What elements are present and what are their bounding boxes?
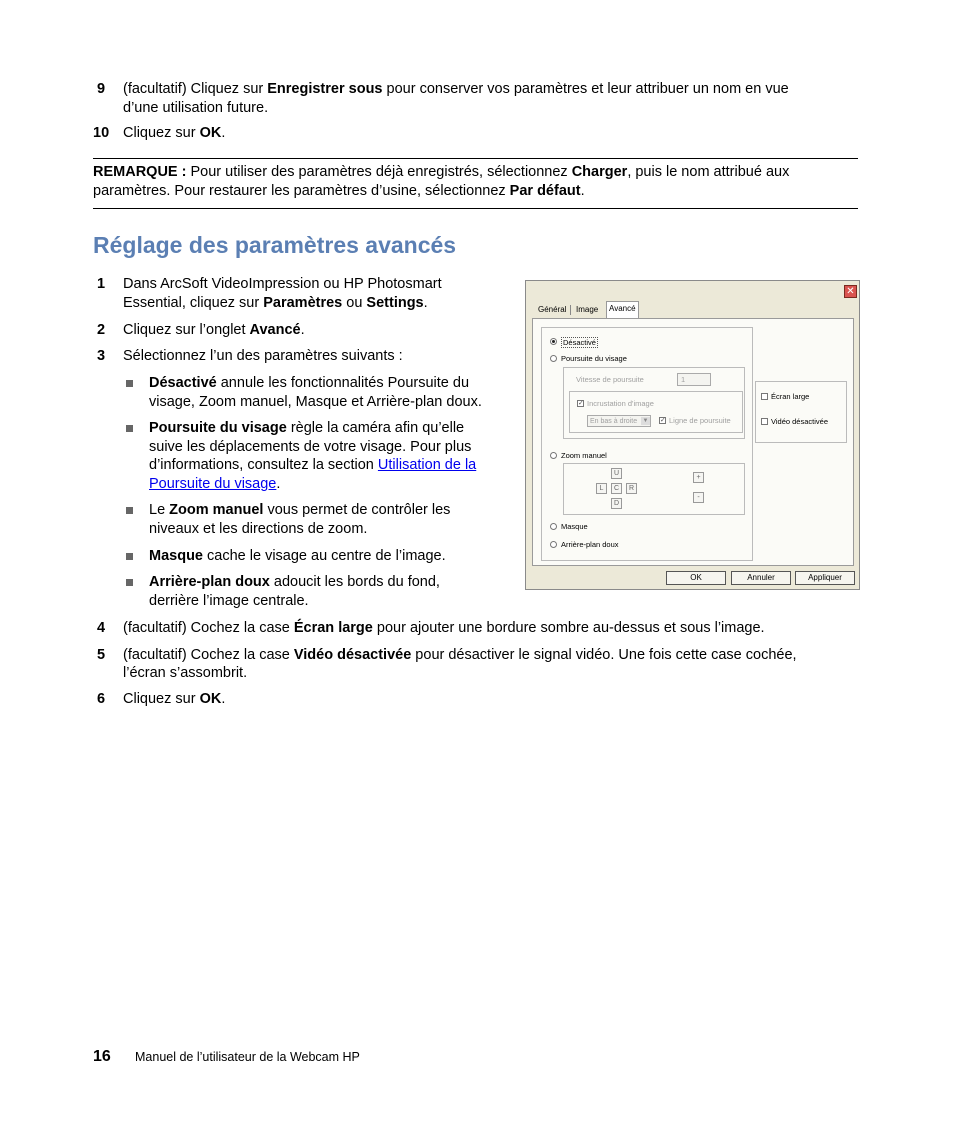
- bullet-soft-text-cont: derrière l’image centrale.: [149, 593, 309, 609]
- speed-spinner[interactable]: [677, 373, 711, 386]
- step-number: 1: [97, 276, 106, 292]
- radio-disabled-label: Désactivé: [563, 338, 596, 347]
- radio-zoom[interactable]: [550, 452, 557, 459]
- tab-image[interactable]: Image: [576, 305, 599, 314]
- zoom-out-button[interactable]: -: [693, 492, 704, 503]
- radio-zoom-label: Zoom manuel: [561, 451, 607, 460]
- bullet-zoom-text: Le Zoom manuel vous permet de contrôler les: [149, 502, 451, 518]
- radio-soft-background[interactable]: [550, 541, 557, 548]
- cancel-button[interactable]: Annuler: [731, 571, 791, 585]
- face-tracking-link-cont[interactable]: Poursuite du visage: [149, 476, 277, 492]
- chk-insert[interactable]: ✓: [578, 400, 584, 407]
- chk-line-label: Ligne de poursuite: [669, 416, 731, 425]
- zoom-left-button[interactable]: L: [596, 483, 607, 494]
- step-1-text: Dans ArcSoft VideoImpression ou HP Photosmart: [123, 276, 442, 292]
- step-5-text: (facultatif) Cochez la case Vidéo désactivée pour désactiver le signal vidéo. Une fois cette case cochée,: [123, 647, 797, 663]
- speed-label: Vitesse de poursuite: [576, 375, 644, 384]
- zoom-frame: [563, 463, 745, 515]
- bullet-face-text-2: suive les déplacements de votre visage. Pour plus: [149, 439, 472, 455]
- radio-mask-label: Masque: [561, 522, 588, 531]
- chk-wide-screen-label: Écran large: [771, 392, 810, 401]
- step-4-text: (facultatif) Cochez la case Écran large pour ajouter une bordure sombre au-dessus et sous l’image.: [123, 620, 765, 636]
- radio-mask[interactable]: [550, 523, 557, 530]
- display-options-group: [755, 381, 847, 443]
- apply-button[interactable]: Appliquer: [795, 571, 855, 585]
- zoom-down-button[interactable]: D: [611, 498, 622, 509]
- step-number: 5: [97, 647, 106, 663]
- chevron-down-icon: ▼: [642, 418, 649, 424]
- step-1-text-cont: Essential, cliquez sur Paramètres ou Settings.: [123, 295, 428, 311]
- step-5-text-cont: l’écran s’assombrit.: [123, 665, 248, 681]
- radio-soft-background-label: Arrière-plan doux: [561, 540, 619, 549]
- radio-face-tracking[interactable]: [550, 355, 557, 362]
- bullet-soft-text: Arrière-plan doux adoucit les bords du fond,: [149, 574, 440, 590]
- radio-face-tracking-label: Poursuite du visage: [561, 354, 627, 363]
- bullet-zoom-text-cont: niveaux et les directions de zoom.: [149, 521, 368, 537]
- step-number: 4: [97, 620, 106, 636]
- footer-title: Manuel de l’utilisateur de la Webcam HP: [135, 1050, 360, 1064]
- radio-disabled[interactable]: [550, 338, 557, 345]
- chk-wide-screen[interactable]: [761, 393, 768, 400]
- ok-button[interactable]: OK: [666, 571, 726, 585]
- tab-general[interactable]: Général: [538, 305, 567, 314]
- step-9-text-cont: d’une utilisation future.: [123, 100, 269, 116]
- chk-insert-label: Incrustation d'image: [587, 399, 654, 408]
- bullet-square: [126, 425, 133, 432]
- bullet-face-text-4: Poursuite du visage.: [149, 476, 281, 492]
- position-select[interactable]: [587, 415, 651, 427]
- step-number: 6: [97, 691, 106, 707]
- note-line-2: paramètres. Pour restaurer les paramètres d’usine, sélectionnez Par défaut.: [93, 183, 585, 199]
- note-top-rule: [93, 158, 858, 159]
- step-number: 3: [97, 348, 106, 364]
- bullet-disabled-text: Désactivé annule les fonctionnalités Poursuite du: [149, 375, 470, 391]
- step-number: 9: [97, 81, 106, 97]
- step-number: 10: [93, 125, 110, 141]
- bullet-face-text-3: d’informations, consultez la section Utilisation de la: [149, 457, 477, 473]
- settings-dialog: [525, 280, 860, 590]
- note-line-1: REMARQUE : Pour utiliser des paramètres déjà enregistrés, sélectionnez Charger, puis le nom attribué aux: [93, 164, 790, 180]
- bullet-square: [126, 553, 133, 560]
- face-tracking-link[interactable]: Utilisation de la: [377, 457, 477, 473]
- chk-video-off-label: Vidéo désactivée: [771, 417, 828, 426]
- speed-value: 1: [681, 375, 686, 384]
- bullet-disabled-text-cont: visage, Zoom manuel, Masque et Arrière-plan doux.: [149, 394, 482, 410]
- step-10-text: Cliquez sur OK.: [123, 125, 226, 141]
- zoom-up-button[interactable]: U: [611, 468, 622, 479]
- tab-advanced[interactable]: Avancé: [606, 301, 639, 319]
- dialog-titlebar: [526, 281, 859, 301]
- position-value: En bas à droite: [590, 418, 638, 425]
- bullet-mask-text: Masque cache le visage au centre de l’image.: [149, 548, 446, 564]
- bullet-face-text: Poursuite du visage règle la caméra afin qu’elle: [149, 420, 465, 436]
- step-2-text: Cliquez sur l’onglet Avancé.: [123, 322, 305, 338]
- zoom-center-button[interactable]: C: [611, 483, 622, 494]
- bullet-square: [126, 507, 133, 514]
- bullet-square: [126, 579, 133, 586]
- page-number: 16: [93, 1048, 111, 1065]
- step-6-text: Cliquez sur OK.: [123, 691, 226, 707]
- step-number: 2: [97, 322, 106, 338]
- chk-video-off[interactable]: [761, 418, 768, 425]
- zoom-right-button[interactable]: R: [626, 483, 637, 494]
- section-heading: Réglage des paramètres avancés: [93, 232, 457, 258]
- chk-line[interactable]: ✓: [660, 417, 666, 424]
- bullet-square: [126, 380, 133, 387]
- tab-separator: [570, 305, 571, 315]
- step-9-text: (facultatif) Cliquez sur Enregistrer sous pour conserver vos paramètres et leur attribuer un nom en vue: [123, 81, 789, 97]
- note-bottom-rule: [93, 208, 858, 209]
- close-button[interactable]: ✕: [844, 285, 857, 298]
- zoom-in-button[interactable]: +: [693, 472, 704, 483]
- step-3-text: Sélectionnez l’un des paramètres suivants :: [123, 348, 403, 364]
